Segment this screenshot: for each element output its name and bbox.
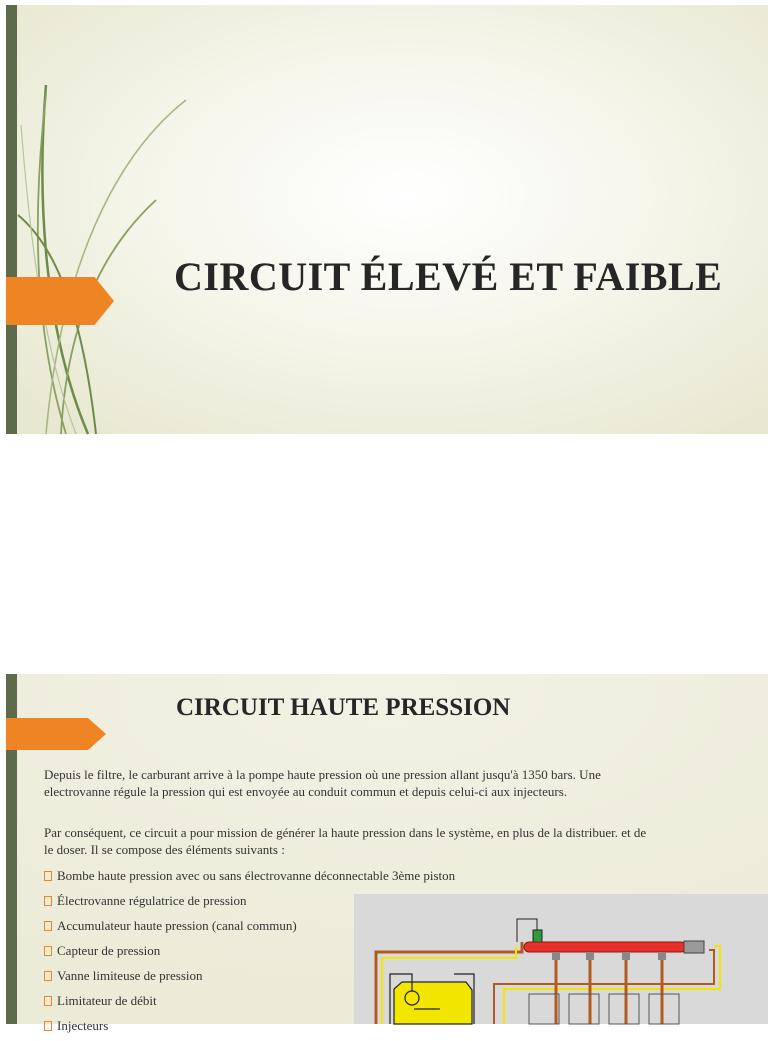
content-slide	[6, 674, 768, 1033]
bullet-icon	[44, 921, 52, 931]
common-rail-diagram	[354, 894, 768, 1024]
bullet-icon	[44, 1021, 52, 1031]
title-slide	[6, 5, 768, 434]
bullet-icon	[44, 996, 52, 1006]
grass-decoration	[6, 5, 206, 434]
list-item: Accumulateur haute pression (canal commun)	[44, 916, 455, 941]
slide-title: CIRCUIT ÉLEVÉ ET FAIBLE	[174, 254, 723, 299]
bullet-icon	[44, 946, 52, 956]
list-item: Limitateur de débit	[44, 991, 455, 1016]
bullet-icon	[44, 871, 52, 881]
list-item: Électrovanne régulatrice de pression	[44, 891, 455, 916]
list-item: Capteur de pression	[44, 941, 455, 966]
list-item: Vanne limiteuse de pression	[44, 966, 455, 991]
orange-arrow-tab	[6, 718, 106, 750]
components-intro-paragraph: Par conséquent, ce circuit a pour mission de générer la haute pression dans le système, en plus de la distribuer. et de le doser. Il se compose des éléments suivants :	[44, 825, 647, 857]
list-item: Bombe haute pression avec ou sans électrovanne déconnectable 3ème piston	[44, 866, 455, 891]
slide-title: CIRCUIT HAUTE PRESSION	[176, 694, 511, 721]
orange-arrow-tab	[6, 277, 114, 325]
bullet-icon	[44, 971, 52, 981]
bullet-icon	[44, 896, 52, 906]
list-item: Injecteurs	[44, 1016, 455, 1041]
intro-paragraph: Depuis le filtre, le carburant arrive à la pompe haute pression où une pression allant jusqu'à 1350 bars. Une electrovanne régule la pression qui est envoyée au conduit commun et depuis celui-ci aux injecteurs.	[44, 767, 601, 799]
